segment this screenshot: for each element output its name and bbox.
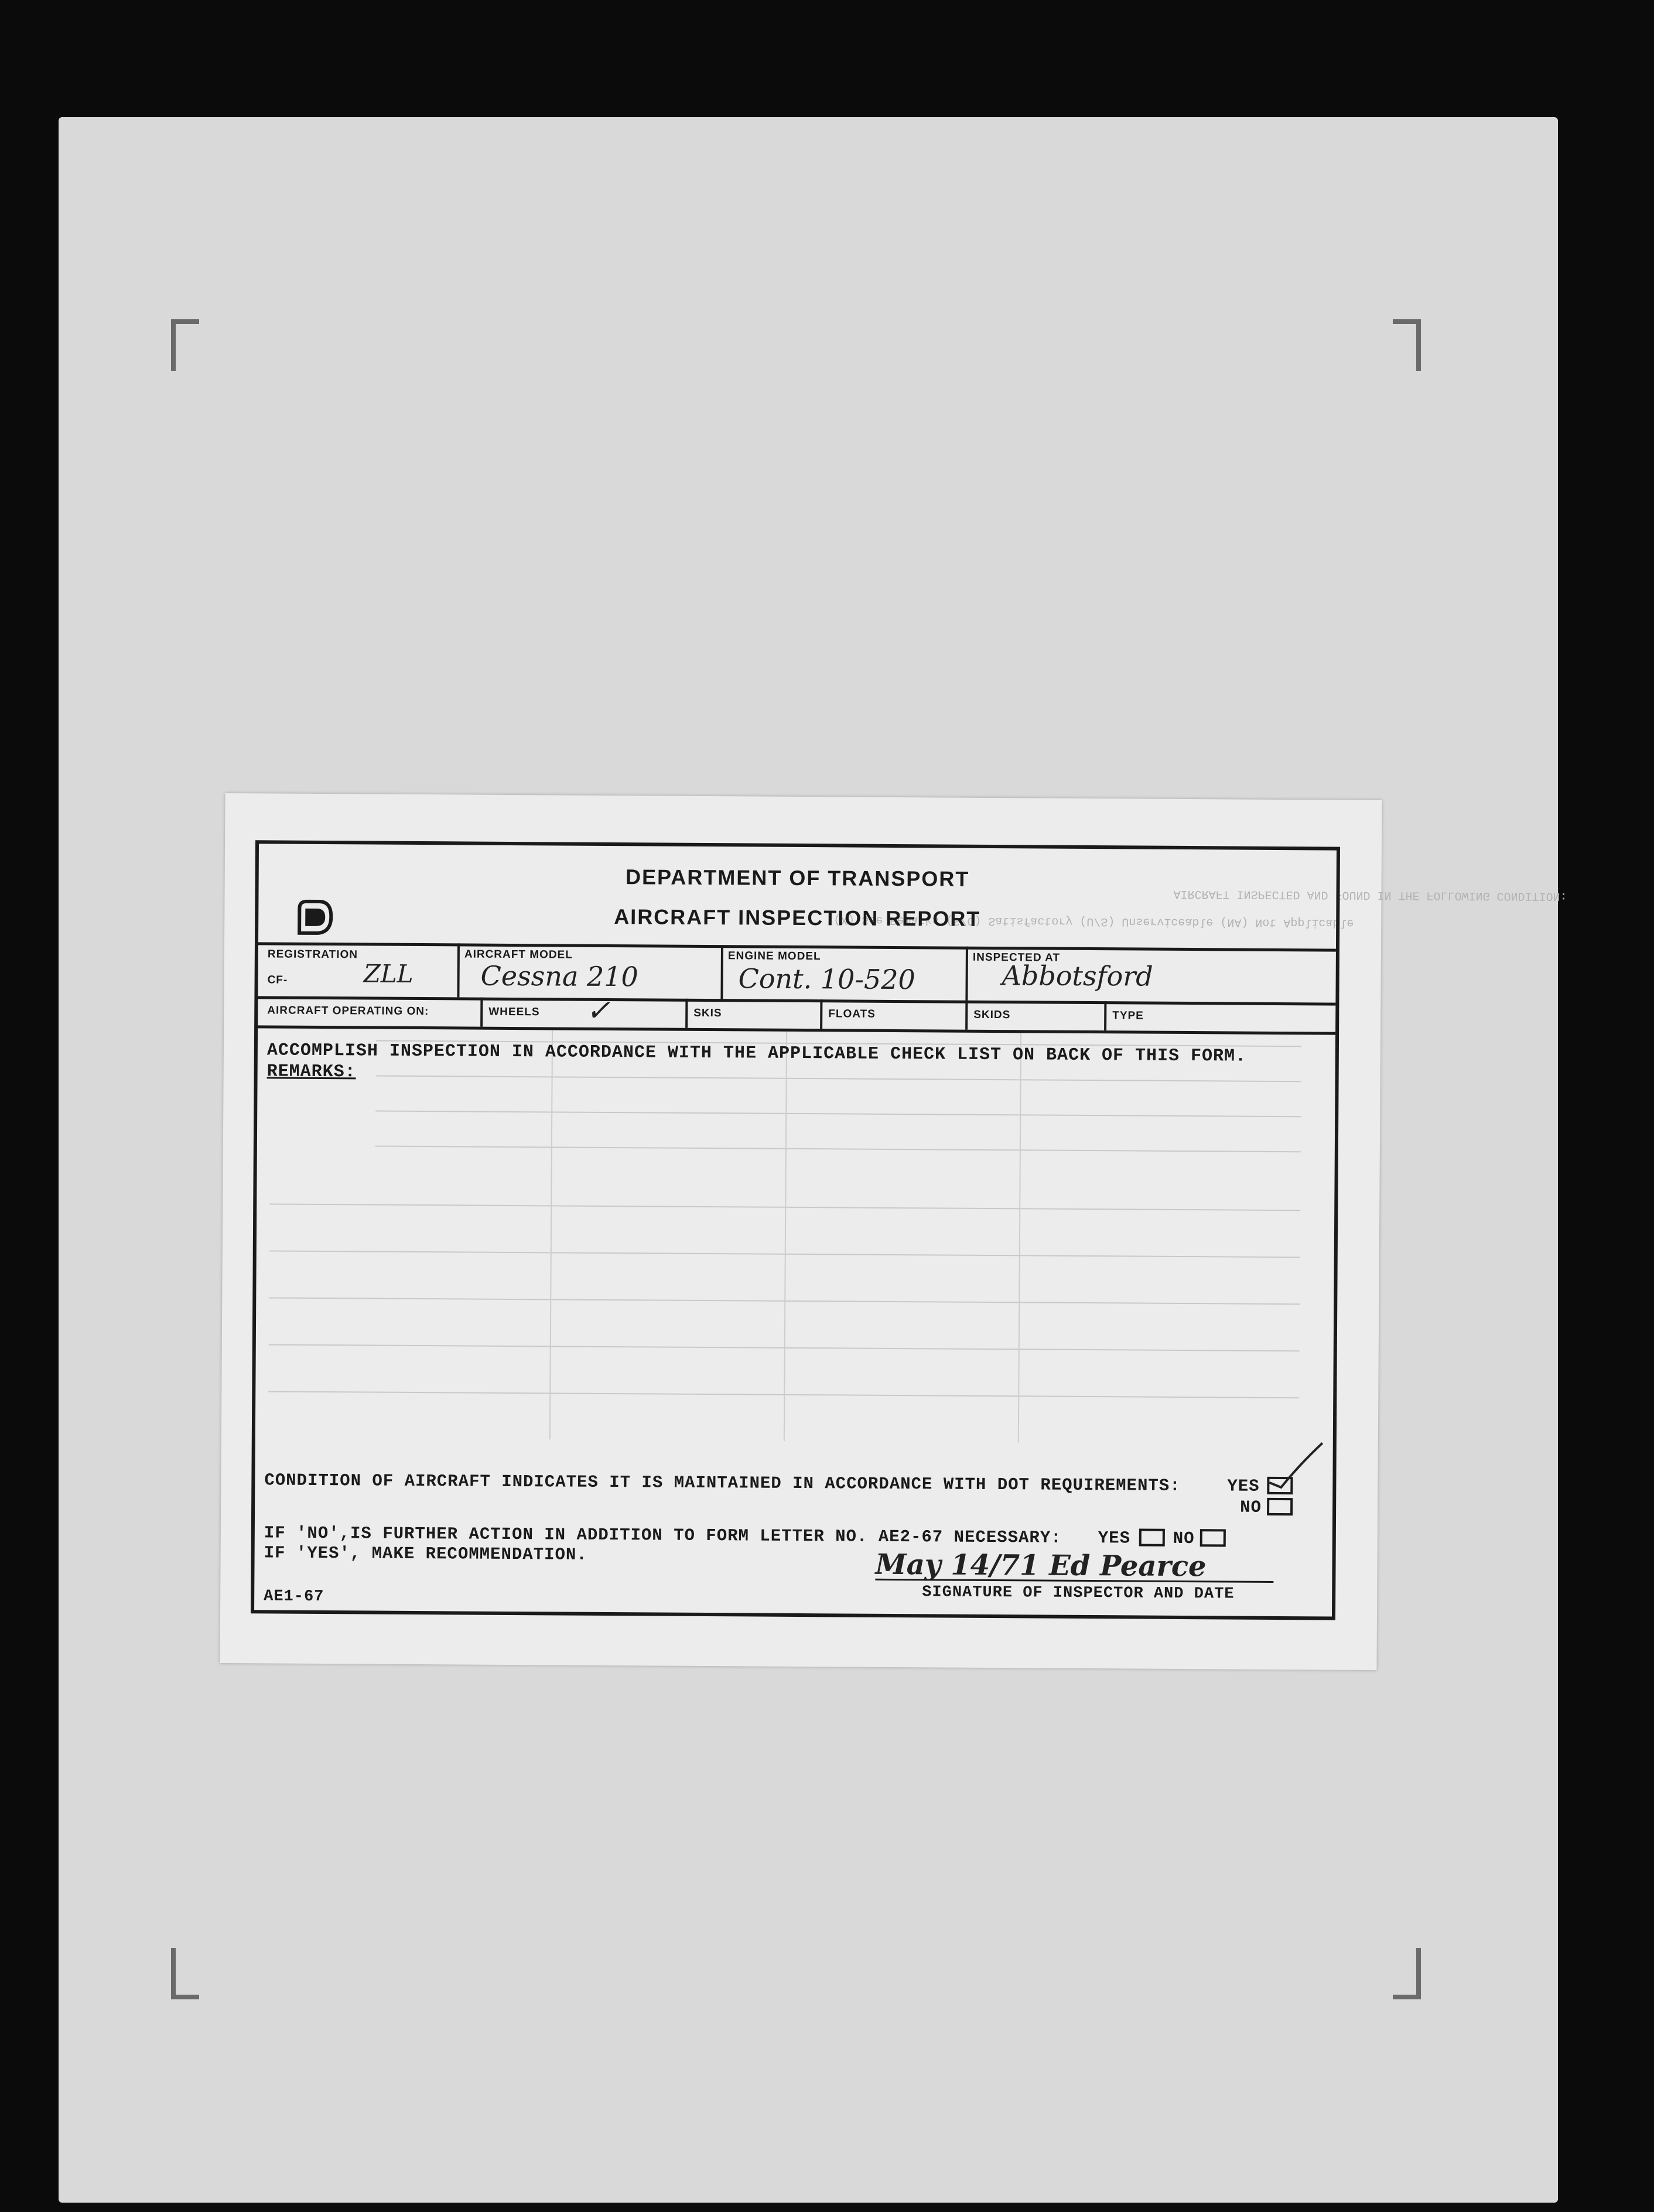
engine-model-value: Cont. 10-520 xyxy=(738,962,915,996)
bleed-through-top: AIRCRAFT INSPECTED AND FOUND IN THE FOLLOWING CONDITION: xyxy=(1173,886,1567,903)
divider xyxy=(258,1025,1335,1035)
form-number: AE1-67 xyxy=(264,1588,324,1606)
condition-no-label: NO xyxy=(1240,1497,1262,1517)
inspector-signature: May 14/71 Ed Pearce xyxy=(875,1548,1207,1583)
cell-divider xyxy=(457,943,460,997)
further-action-yes-checkbox[interactable] xyxy=(1139,1529,1165,1547)
condition-no-checkbox[interactable] xyxy=(1267,1498,1293,1515)
skis-label: SKIS xyxy=(693,1006,722,1020)
cell-divider xyxy=(480,998,483,1027)
operating-on-label: AIRCRAFT OPERATING ON: xyxy=(267,1004,429,1018)
further-action-yes-label: YES xyxy=(1098,1528,1131,1548)
registration-label: REGISTRATION xyxy=(267,948,358,961)
inspection-form xyxy=(251,840,1340,1620)
inspection-card xyxy=(220,793,1567,1670)
crop-mark-bottom-right xyxy=(1393,1948,1421,1999)
cell-divider xyxy=(720,945,723,999)
remarks-label: REMARKS: xyxy=(266,1061,356,1083)
bleed-through-codes: (X) See Remarks (S/C) Satisfactory (U/S) Unserviceable (NA) Not Applicable xyxy=(833,913,1354,930)
engine-model-label: ENGINE MODEL xyxy=(727,950,821,963)
registration-value: ZLL xyxy=(363,959,414,988)
inspected-at-label: INSPECTED AT xyxy=(972,951,1061,964)
recommendation-text: IF 'YES', MAKE RECOMMENDATION. xyxy=(264,1543,587,1565)
cell-divider xyxy=(965,1001,968,1030)
crop-mark-top-left xyxy=(171,319,199,371)
checkmark-icon xyxy=(1263,1442,1328,1495)
cell-divider xyxy=(820,999,822,1029)
type-label: TYPE xyxy=(1112,1009,1144,1022)
condition-yes-label: YES xyxy=(1227,1476,1260,1496)
further-action-no-label: NO xyxy=(1173,1528,1195,1549)
floats-label: FLOATS xyxy=(828,1008,876,1020)
instruction-text: ACCOMPLISH INSPECTION IN ACCORDANCE WITH THE APPLICABLE CHECK LIST ON BACK OF THIS FORM. xyxy=(266,1040,1247,1067)
inspected-at-value: Abbotsford xyxy=(1002,960,1153,992)
crop-mark-bottom-left xyxy=(171,1948,199,1999)
aircraft-model-value: Cessna 210 xyxy=(480,960,638,993)
signature-label: SIGNATURE OF INSPECTOR AND DATE xyxy=(922,1583,1235,1603)
cell-divider xyxy=(965,947,968,1001)
aircraft-model-label: AIRCRAFT MODEL xyxy=(464,948,573,961)
wheels-checkmark: ✓ xyxy=(586,993,611,1028)
further-action-text: IF 'NO',IS FURTHER ACTION IN ADDITION TO FORM LETTER NO. AE2-67 NECESSARY: xyxy=(264,1523,1062,1548)
crop-mark-top-right xyxy=(1393,319,1421,371)
condition-text: CONDITION OF AIRCRAFT INDICATES IT IS MAINTAINED IN ACCORDANCE WITH DOT REQUIREMENTS: xyxy=(264,1470,1181,1496)
wheels-label: WHEELS xyxy=(488,1005,540,1019)
cell-divider xyxy=(685,999,688,1028)
skids-label: SKIDS xyxy=(973,1008,1011,1022)
divider xyxy=(258,996,1335,1005)
further-action-no-checkbox[interactable] xyxy=(1200,1529,1226,1547)
cell-divider xyxy=(1104,1001,1106,1030)
report-title: AIRCRAFT INSPECTION REPORT xyxy=(614,904,981,931)
department-heading: DEPARTMENT OF TRANSPORT xyxy=(625,865,970,891)
registration-prefix: CF- xyxy=(267,974,288,986)
